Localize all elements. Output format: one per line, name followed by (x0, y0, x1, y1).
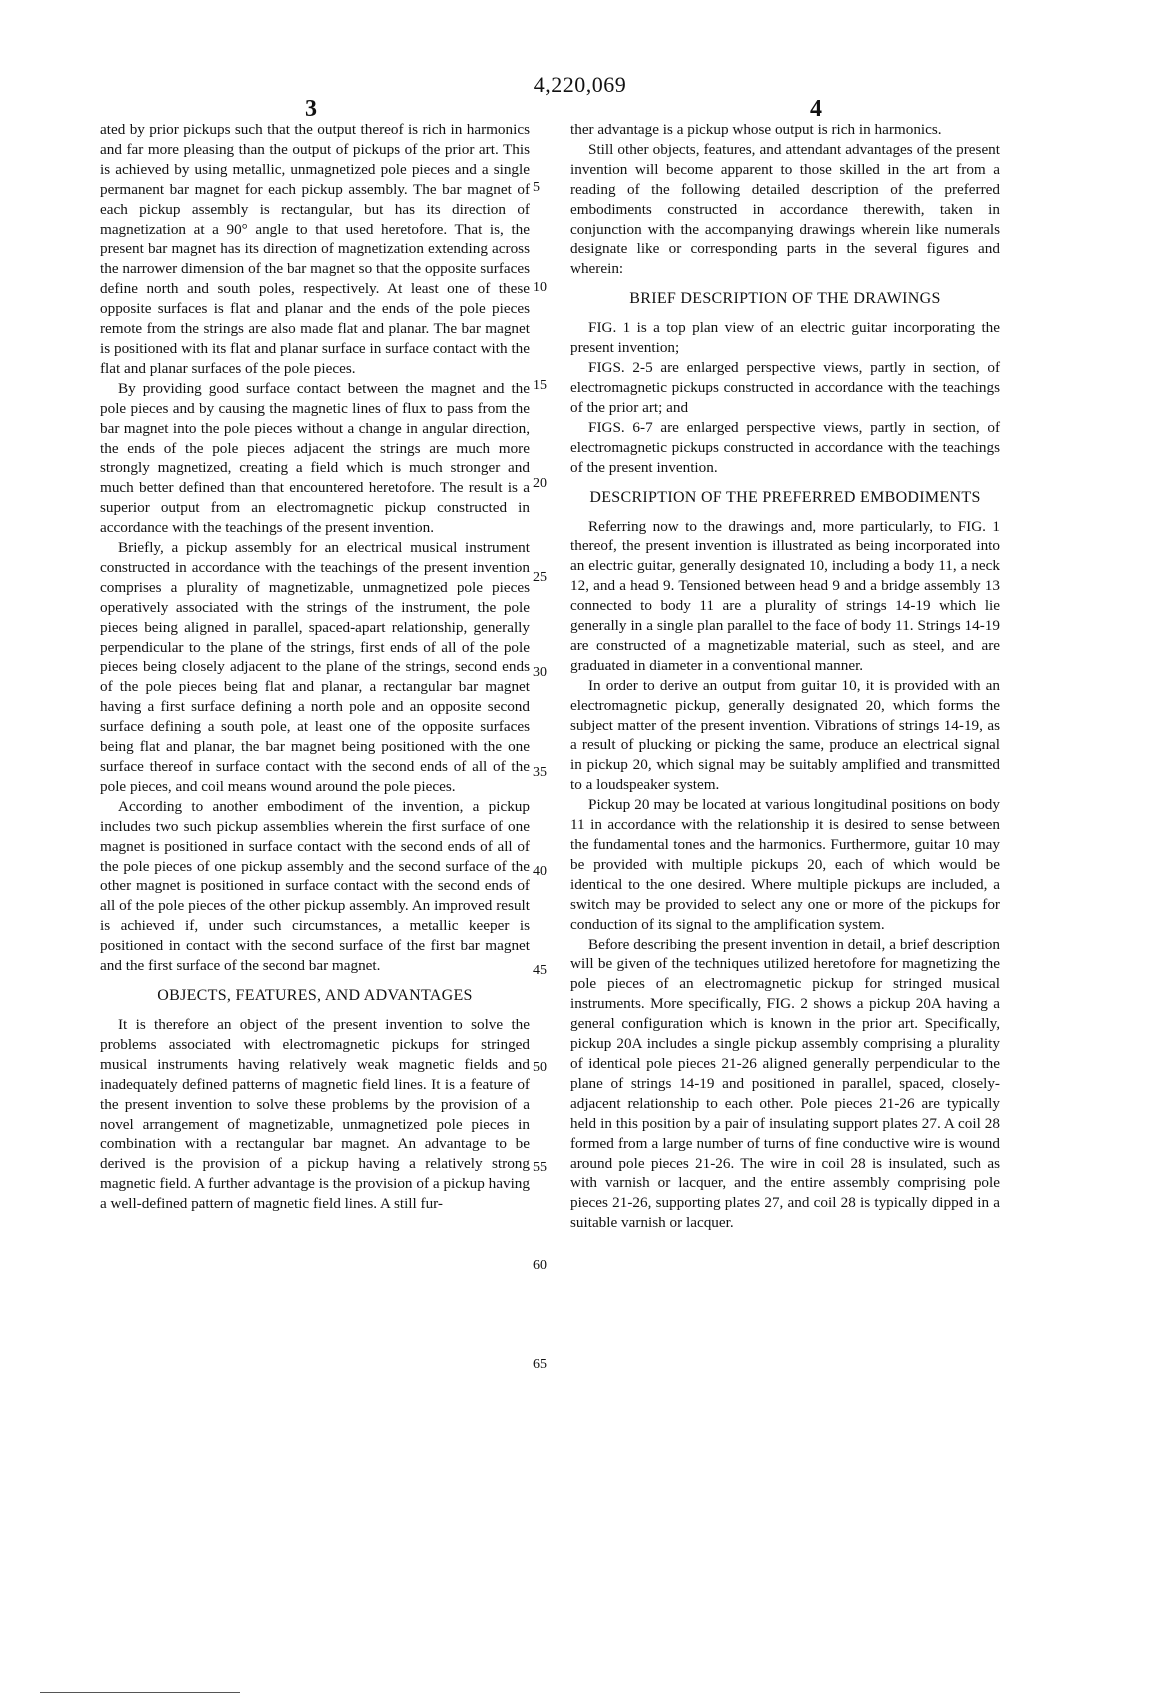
right-paragraph-3: FIG. 1 is a top plan view of an electric guitar incorporating the present invention; (570, 319, 1000, 357)
line-number: 5 (533, 180, 540, 195)
section-heading-objects: OBJECTS, FEATURES, AND ADVANTAGES (157, 986, 473, 1004)
footer-rule (40, 1692, 240, 1693)
line-number: 25 (533, 570, 547, 585)
page-number-left: 3 (305, 96, 317, 122)
right-paragraph-8: Pickup 20 may be located at various longitudinal positions on body 11 in accordance with the relationship it is desired to sense between the fundamental tones and the harmonics. Furthermore, guitar 10 may be provided with multiple pickups 20, each of which would be identical to the one desired. Where multiple pickups are included, a switch may be provided to select any one or more of the pickups for conduction of its signal to the amplification system. (570, 796, 1000, 933)
line-number: 40 (533, 864, 547, 879)
line-number: 10 (533, 280, 547, 295)
right-paragraph-4: FIGS. 2-5 are enlarged perspective views, partly in section, of electromagnetic pickups constructed in accordance with the teachings of the prior art; and (570, 359, 1000, 416)
right-paragraph-2: Still other objects, features, and attendant advantages of the present invention will become apparent to those skilled in the art from a reading of the following detailed description of the preferred embodiments constructed in accordance therewith, taken in conjunction with the accompanying drawings wherein like numerals designate like or corresponding parts in the several figures and wherein: (570, 140, 1000, 278)
section-heading-drawings: BRIEF DESCRIPTION OF THE DRAWINGS (629, 290, 941, 308)
line-number: 20 (533, 476, 547, 491)
left-paragraph-2: By providing good surface contact between the magnet and the pole pieces and by causing the magnetic lines of flux to pass from the bar magnet into the pole pieces without a change in angular direction, the ends of the pole pieces adjacent the strings are much more strongly magnetized, creating a field which is much stronger and much better defined than that encountered heretofore. The result is a superior output from an electromagnetic pickup constructed in accordance with the teachings of the present invention. (100, 379, 530, 537)
page-number-right: 4 (810, 96, 822, 122)
line-number: 35 (533, 765, 547, 780)
left-column (100, 120, 530, 1214)
left-paragraph-5: It is therefore an object of the present invention to solve the problems associated with electromagnetic pickups for stringed musical instruments having relatively weak magnetic fields and inadequately defined patterns of magnetic field lines. It is a feature of the present invention to solve these problems by the provision of a novel arrangement of magnetizable, unmagnetized pole pieces in combination with a rectangular bar magnet. An advantage to be derived is the provision of a pickup having a relatively strong magnetic field. A further advantage is the provision of a pickup having a well-defined pattern of magnetic field lines. A still fur- (100, 1015, 530, 1213)
left-paragraph-1: ated by prior pickups such that the output thereof is rich in harmonics and far more pleasing than the output of pickups of the prior art. This is achieved by using metallic, unmagnetized pole pieces and a single permanent bar magnet for each pickup assembly. The bar magnet of each pickup assembly is rectangular, but has its direction of magnetization at a 90° angle to that used heretofore. That is, the present bar magnet has its direction of magnetization extending across the narrower dimension of the bar magnet so that the opposite surfaces define north and south poles, respectively. At least one of these opposite surfaces is flat and planar and the ends of the pole pieces remote from the strings are also made flat and planar. The bar magnet is positioned with its flat and planar surface in surface contact with the flat and planar surfaces of the pole pieces. (100, 121, 530, 377)
line-number: 60 (533, 1258, 547, 1273)
line-number: 45 (533, 963, 547, 978)
right-paragraph-5: FIGS. 6-7 are enlarged perspective views, partly in section, of electromagnetic pickups constructed in accordance with the teachings of the present invention. (570, 418, 1000, 476)
section-heading-embodiments: DESCRIPTION OF THE PREFERRED EMBODIMENTS (589, 488, 981, 506)
right-paragraph-9: Before describing the present invention in detail, a brief description will be given of the techniques utilized heretofore for magnetizing the pole pieces of an electromagnetic pickup for stringed musical instruments. More specifically, FIG. 2 shows a pickup 20A having a general configuration which is known in the prior art. Specifically, pickup 20A includes a single pickup assembly comprising a plurality of identical pole pieces 21-26 aligned generally perpendicular to the plane of strings 14-19 and positioned in parallel, spaced, closely-adjacent relationship to each other. Pole pieces 21-26 are typically held in this position by a pair of insulating support plates 27. A coil 28 formed from a large number of turns of fine conductive wire is wound around pole pieces 21-26. The wire in coil 28 is insulated, such as with varnish or lacquer, and the entire assembly comprising pole pieces 21-26, supporting plates 27, and coil 28 is typically dipped in a suitable varnish or lacquer. (570, 935, 1000, 1232)
line-number: 50 (533, 1060, 547, 1075)
right-paragraph-7: In order to derive an output from guitar 10, it is provided with an electromagnetic pickup, generally designated 20, which forms the subject matter of the present invention. Vibrations of strings 14-19, as a result of plucking or picking the same, produce an electrical signal in pickup 20, which signal may be suitably amplified and transmitted to a loudspeaker system. (570, 676, 1000, 794)
left-paragraph-4: According to another embodiment of the invention, a pickup includes two such pickup assemblies wherein the first surface of one magnet is positioned in surface contact with the second ends of all of the pole pieces of one pickup assembly and the second surface of the other magnet is positioned in surface contact with the second ends of all of the pole pieces of the other pickup assembly. An improved result is achieved if, under such circumstances, a metallic keeper is positioned in contact with the second surface of the first bar magnet and the first surface of the second bar magnet. (100, 797, 530, 975)
line-number: 65 (533, 1357, 547, 1372)
patent-number: 4,220,069 (533, 72, 627, 97)
right-paragraph-1: ther advantage is a pickup whose output is rich in harmonics. (570, 121, 942, 138)
right-column (570, 120, 1000, 1233)
line-number: 55 (533, 1160, 547, 1175)
right-paragraph-6: Referring now to the drawings and, more particularly, to FIG. 1 thereof, the present invention is illustrated as being incorporated into an electric guitar, generally designated 10, including a body 11, a neck 12, and a head 9. Tensioned between head 9 and a bridge assembly 13 connected to body 11 are a plurality of strings 14-19 which lie generally in a single plan parallel to the face of body 11. Strings 14-19 are constructed of a magnetizable material, such as steel, and are graduated in diameter in a conventional manner. (570, 517, 1000, 674)
line-number: 15 (533, 378, 547, 393)
left-paragraph-3: Briefly, a pickup assembly for an electrical musical instrument constructed in accordance with the teachings of the present invention comprises a plurality of magnetizable, unmagnetized pole pieces operatively associated with the strings of the instrument, the pole pieces being aligned in parallel, spaced-apart relationship, generally perpendicular to the plane of the strings, first ends of all of the pole pieces being closely adjacent to the plane of the strings, second ends of the pole pieces being flat and planar, a rectangular bar magnet having a first surface defining a north pole and an opposite second surface defining a south pole, at least one of the opposite surfaces being flat and planar, the bar magnet being positioned with the one surface thereof in surface contact with the second ends of all of the pole pieces, and coil means wound around the pole pieces. (100, 539, 530, 795)
line-number: 30 (533, 665, 547, 680)
